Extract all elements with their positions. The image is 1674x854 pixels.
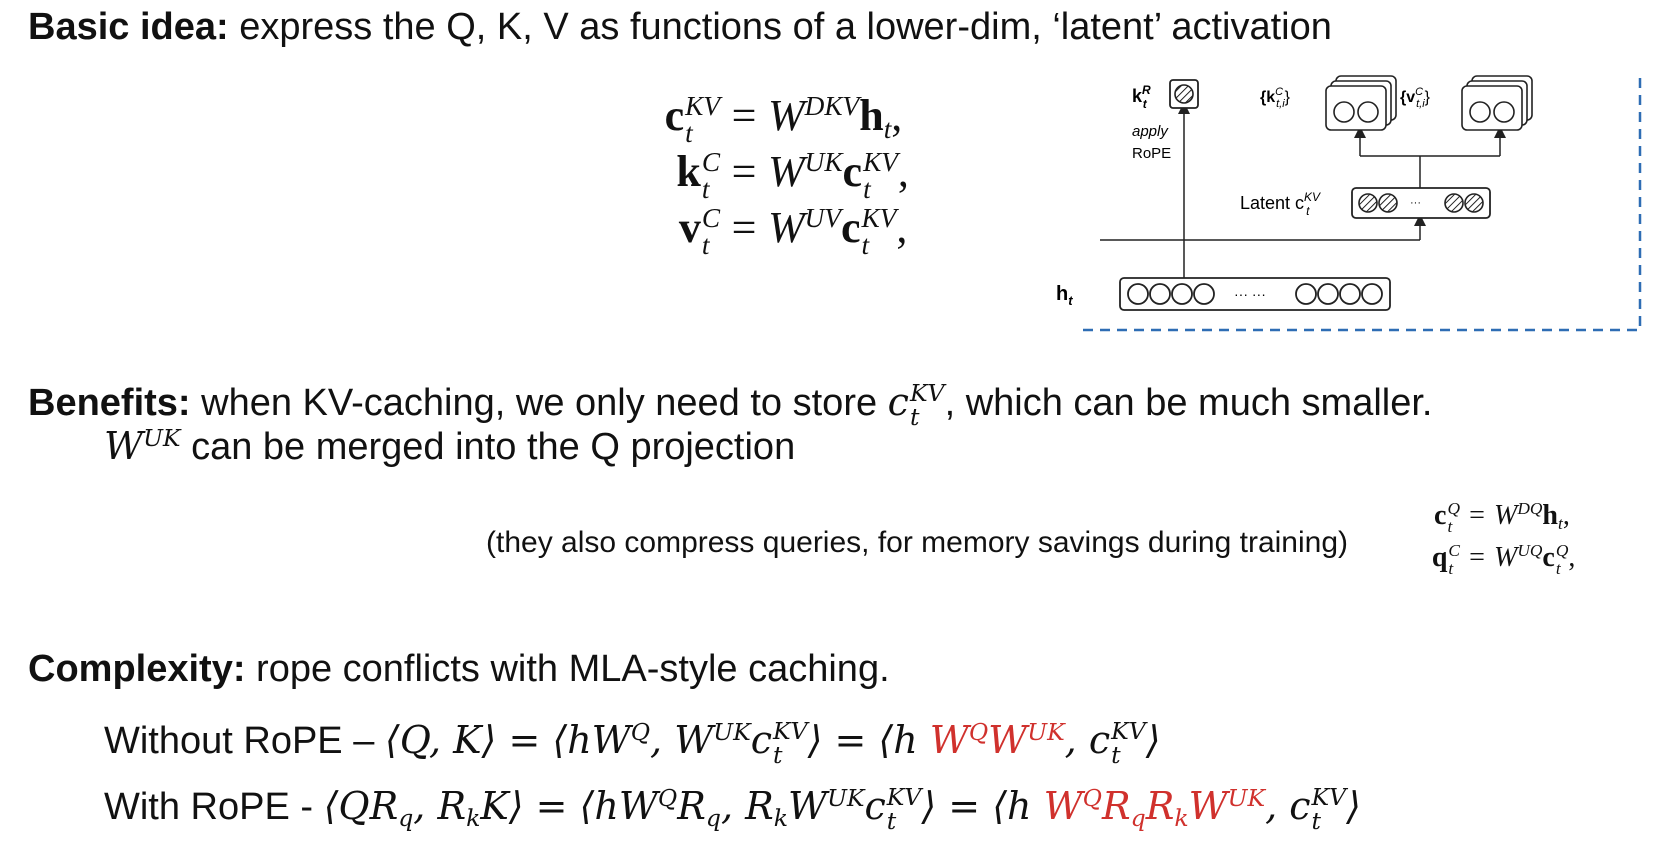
equation-qc: q C t = $W^{UQ}c$ Q t , (1431, 541, 1576, 578)
equation-kc: k C t = $W^{UK}c$ KV t , (676, 146, 909, 204)
kC-stack (1326, 76, 1396, 130)
wuk-symbol: $W^{UK}$ (104, 424, 181, 468)
kv-equations (630, 90, 909, 258)
queries-note: (they also compress queries, for memory savings during training) (486, 526, 1349, 559)
complexity-text: rope conflicts with MLA-style caching. (256, 648, 890, 690)
kR-label: $k^R$ t (1132, 83, 1151, 111)
rope-label: RoPE (1132, 145, 1172, 162)
benefits-line2-text: can be merged into the Q projection (191, 426, 796, 468)
benefits-symbol: c KV t (887, 378, 945, 431)
latent-ellipsis: ··· (1410, 197, 1421, 209)
basic-idea-text: express the Q, K, V as functions of a lower-dim, ‘latent’ activation (239, 6, 1332, 48)
benefits-line (28, 380, 1432, 429)
basic-idea-label: Basic idea: (28, 6, 229, 48)
equation-vc: v C t = $W^{UV}c$ KV t , (678, 202, 908, 260)
with-rope-label: With RoPE - (104, 786, 314, 828)
basic-idea-line (28, 6, 1332, 49)
benefits-text2: , which can be much smaller. (944, 382, 1433, 424)
equation-ckv: c KV t = $W^{DKV}h_t$, (664, 90, 903, 148)
kC-label: {$k^C$ t,i} (1260, 86, 1290, 110)
ht-ellipsis: ··· ··· (1234, 286, 1266, 302)
mla-diagram (1056, 72, 1660, 332)
apply-label: apply (1132, 123, 1168, 140)
benefits-text1: when KV-caching, we only need to store (201, 382, 878, 424)
vC-label: {$v^C$ t,i} (1400, 86, 1430, 110)
kR-circle (1175, 85, 1193, 103)
benefits-label: Benefits: (28, 382, 191, 424)
latent-label: Latent $c^{KV}$ t (1240, 190, 1321, 218)
query-equations (1420, 500, 1575, 584)
with-rope-line (104, 784, 1361, 833)
complexity-label: Complexity: (28, 648, 246, 690)
vC-stack (1462, 76, 1532, 130)
without-rope-label: Without RoPE – (104, 720, 375, 762)
without-rope-line (104, 718, 1161, 767)
benefits-line2 (104, 424, 795, 469)
without-rope-formula: ⟨Q, K⟩ = $⟨hW^Q$, $W^{UK}c$ KV t ⟩ = ⟨h $W^QW^{UK}$, c KV t ⟩ (384, 716, 1161, 769)
equation-cq: c Q t = $W^{DQ}h_t$, (1434, 499, 1570, 536)
ht-label: $h_t$ (1056, 283, 1073, 308)
complexity-line (28, 648, 890, 691)
with-rope-formula: $⟨QR_q$, $R_kK⟩$ = $⟨hW^QR_q$, $R_kW^{UK}c$ KV t ⟩ = ⟨h $W^QR_qR_kW^{UK}$, c KV t ⟩ (323, 782, 1361, 835)
